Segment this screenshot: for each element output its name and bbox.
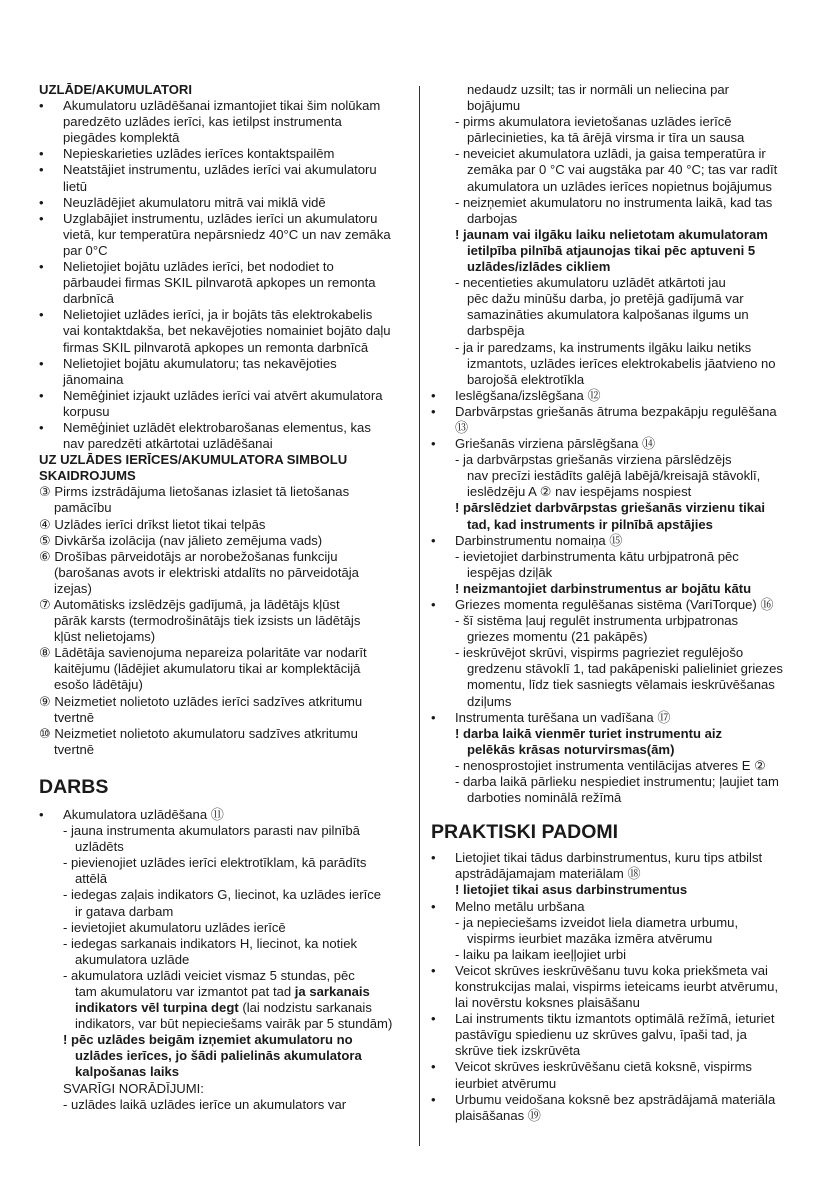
text-line [39, 936, 407, 952]
text-line [431, 291, 803, 307]
text-line [39, 227, 407, 243]
bold-span: ja sarkanais [294, 983, 370, 999]
text-line [39, 726, 407, 742]
text-line [431, 581, 803, 597]
text-span: konstrukcijas malai, vispirms ieteicams ieurbt atvērumu, [455, 978, 779, 994]
text-line [431, 661, 803, 677]
text-line [39, 1097, 407, 1113]
text-line [431, 850, 803, 866]
text-span: pēc dažu minūšu darba, jo pretējā gadījumā var [467, 291, 744, 307]
text-line [431, 866, 803, 882]
text-span: uzlādēts [75, 839, 124, 855]
text-line [39, 146, 407, 162]
text-span: ! neizmantojiet darbinstrumentus ar bojātu kātu [455, 580, 752, 596]
text-span: Urbumu veidošana koksnē bez apstrādājamā materiāla [455, 1091, 776, 1107]
text-line [431, 565, 803, 581]
text-span: - neveiciet akumulatora uzlādi, ja gaisa temperatūra ir [455, 146, 766, 162]
text-span: Veicot skrūves ieskrūvēšanu cietā koksnē, vispirms [455, 1059, 752, 1075]
text-line [39, 114, 407, 130]
bullet-icon: • [39, 210, 44, 226]
text-span: akumulatora uzlāde [75, 951, 190, 967]
text-span: Nelietojiet uzlādes ierīci, ja ir bojāts tās elektrokabelis [63, 307, 373, 323]
text-span: pastāvīgu spiedienu uz skrūves galvu, īpaši tad, ja [455, 1027, 747, 1043]
text-span: kļūst nelietojams) [54, 629, 156, 645]
text-line [431, 275, 803, 291]
text-line [431, 915, 803, 931]
bullet-icon: • [39, 259, 44, 275]
text-line [39, 677, 407, 693]
text-span: skrūve tiek izskrūvēta [455, 1043, 581, 1059]
text-line [39, 1081, 407, 1097]
text-span: SKAIDROJUMS [39, 468, 136, 484]
text-line [39, 742, 407, 758]
text-span: izejas) [54, 580, 92, 596]
text-line [39, 613, 407, 629]
bullet-icon: • [39, 98, 44, 114]
text-span: nav paredzēti atkārtotai uzlādēšanai [63, 436, 273, 452]
bullet-icon: • [39, 146, 44, 162]
text-span: - iedegas sarkanais indikators H, liecinot, ka notiek [63, 935, 358, 951]
right-column [431, 82, 803, 1124]
text-line [39, 1032, 407, 1048]
text-line [431, 452, 803, 468]
text-line [431, 114, 803, 130]
text-line [39, 839, 407, 855]
text-span: Ieslēgšana/izslēgšana ⑫ [455, 387, 601, 403]
text-span: - šī sistēma ļauj regulēt instrumenta urbjpatronas [455, 613, 739, 629]
text-span: Veicot skrūves ieskrūvēšanu tuvu koka priekšmeta vai [455, 962, 768, 978]
text-line [39, 259, 407, 275]
text-line [431, 597, 803, 613]
text-span: SVARĪGI NORĀDĪJUMI: [63, 1080, 204, 1096]
praktiski-heading: PRAKTISKI PADOMI [431, 821, 619, 844]
text-span: darbspēja [467, 323, 525, 339]
text-line [39, 920, 407, 936]
text-span: plaisāšanas ⑲ [455, 1107, 541, 1123]
text-span: vai kontaktdakša, bet nekavējoties nomainiet bojāto daļu [63, 323, 391, 339]
text-line [431, 613, 803, 629]
text-line [431, 549, 803, 565]
text-span: Nelietojiet bojātu uzlādes ierīci, bet nododiet to [63, 259, 334, 275]
text-line [431, 882, 803, 898]
text-span: Griešanās virziena pārslēgšana ⑭ [455, 436, 656, 452]
text-line [431, 468, 803, 484]
bullet-icon: • [431, 403, 436, 419]
bullet-icon: • [39, 419, 44, 435]
text-span: barojošā elektrotīkla [467, 371, 585, 387]
text-line [39, 823, 407, 839]
text-line [39, 388, 407, 404]
text-span: ! lietojiet tikai asus darbinstrumentus [455, 882, 688, 898]
text-span: kalpošanas laiks [75, 1064, 180, 1080]
bullet-icon: • [39, 355, 44, 371]
text-span: Nemēģiniet uzlādēt elektrobarošanas elementus, kas [63, 419, 371, 435]
text-line [431, 98, 803, 114]
text-span: - darba laikā pārlieku nespiediet instrumentu; ļaujiet tam [455, 774, 779, 790]
text-span: - ieskrūvējot skrūvi, vispirms pagrieziet regulējošo [455, 645, 744, 661]
text-span: - pievienojiet uzlādes ierīci elektrotīklam, kā parādīts [63, 855, 367, 871]
bullet-icon: • [39, 806, 44, 822]
text-line [431, 995, 803, 1011]
text-span: darbnīcā [63, 291, 114, 307]
bullet-icon: • [431, 597, 436, 612]
text-span: Griezes momenta regulēšanas sistēma (VariTorque) ⑯ [455, 597, 774, 612]
text-line [431, 742, 803, 758]
text-span: paredzēto uzlādes ierīci, kas ietilpst instrumenta [63, 114, 342, 130]
text-line [39, 694, 407, 710]
text-span: darbojas [467, 210, 518, 226]
text-line [39, 710, 407, 726]
text-span: nedaudz uzsilt; tas ir normāli un neliecina par [467, 82, 730, 97]
text-line [431, 420, 803, 436]
text-span: Nepieskarieties uzlādes ierīces kontaktspailēm [63, 146, 335, 162]
text-line [39, 629, 407, 645]
bullet-icon: • [39, 307, 44, 323]
bullet-icon: • [431, 898, 436, 914]
text-line [39, 661, 407, 677]
text-span: (lai nodzistu sarkanais [238, 1000, 372, 1016]
text-line [39, 645, 407, 661]
text-span: firmas SKIL pilnvarotā apkopes un remonta darbnīcā [63, 339, 369, 355]
text-span: ieslēdzēju A ② nav iespējams nospiest [467, 484, 692, 500]
text-span: griezes momentu (21 pakāpēs) [467, 629, 648, 645]
text-line [431, 1076, 803, 1092]
text-line [39, 420, 407, 436]
text-line [39, 130, 407, 146]
text-span: ⑥ Drošības pārveidotājs ar norobežošanas funkciju [39, 548, 338, 564]
text-span: ③ Pirms izstrādājuma lietošanas izlasiet tā lietošanas [39, 484, 350, 500]
left-column [39, 82, 407, 1113]
text-line [39, 356, 407, 372]
text-span: indikators, var būt nepieciešams vairāk par 5 stundām) [75, 1016, 393, 1032]
text-line [39, 275, 407, 291]
text-line [431, 500, 803, 516]
text-span: samazināties akumulatora kalpošanas ilgums un [467, 307, 749, 323]
text-span: - akumulatora uzlādi veiciet vismaz 5 stundas, pēc [63, 967, 355, 983]
text-line [39, 517, 407, 533]
text-span: - uzlādes laikā uzlādes ierīce un akumulators var [63, 1096, 347, 1112]
bullet-icon: • [431, 709, 436, 725]
text-span: pelēkās krāsas noturvirsmas(ām) [467, 741, 675, 757]
text-span: Neuzlādējiet akumulatoru mitrā vai miklā vidē [63, 194, 326, 210]
text-span: akumulatora un uzlādes ierīces nopietnus bojājumus [467, 178, 772, 194]
text-line [39, 340, 407, 356]
text-line [431, 1108, 803, 1124]
text-span: Lai instruments tiktu izmantots optimālā režīmā, ieturiet [455, 1011, 775, 1027]
text-line [431, 517, 803, 533]
text-line [39, 565, 407, 581]
text-line [39, 904, 407, 920]
text-span: uzlādes ierīces, jo šādi palielinās akumulatora [75, 1048, 362, 1064]
text-span: Melno metālu urbšana [455, 898, 585, 914]
text-line [431, 162, 803, 178]
text-line [39, 807, 407, 823]
text-line [431, 307, 803, 323]
text-line [431, 1059, 803, 1075]
bullet-icon: • [431, 850, 436, 866]
text-span: Uzglabājiet instrumentu, uzlādes ierīci un akumulatoru [63, 210, 378, 226]
text-span: kaitējumu (lādējiet akumulatoru tikai ar komplektācijā [54, 661, 361, 677]
text-span: Nemēģiniet izjaukt uzlādes ierīci vai atvērt akumulatora [63, 387, 383, 403]
text-line [39, 533, 407, 549]
bullet-icon: • [39, 194, 44, 210]
text-line [39, 1000, 407, 1016]
text-span: Darbinstrumentu nomaiņa ⑮ [455, 532, 623, 548]
text-span: (barošanas avots ir elektriski atdalīts no pārveidotāja [54, 564, 359, 580]
text-span: indikators vēl turpina degt [75, 1000, 239, 1016]
text-line [431, 1011, 803, 1027]
text-line [39, 436, 407, 452]
text-line [431, 645, 803, 661]
bullet-icon: • [431, 1011, 436, 1027]
text-span: pārbaudei firmas SKIL pilnvarotā apkopes un remonta [63, 275, 376, 291]
bullet-icon: • [39, 162, 44, 178]
darbs-text-block [39, 807, 407, 1113]
text-span: - ievietojiet darbinstrumenta kātu urbjpatronā pēc [455, 548, 739, 564]
text-line [39, 404, 407, 420]
text-span: UZ UZLĀDES IERĪCES/AKUMULATORA SIMBOLU [39, 452, 348, 468]
text-line [39, 500, 407, 516]
text-line [39, 1048, 407, 1064]
text-line [431, 259, 803, 275]
text-line [39, 162, 407, 178]
text-span: - neizņemiet akumulatoru no instrumenta laikā, kad tas [455, 194, 773, 210]
text-line [39, 1016, 407, 1032]
text-line [39, 452, 407, 468]
text-line [431, 82, 803, 98]
text-line [39, 549, 407, 565]
text-line [39, 243, 407, 259]
text-line [431, 931, 803, 947]
text-line [431, 947, 803, 963]
text-line [431, 899, 803, 915]
text-span: ! pēc uzlādes beigām izņemiet akumulatoru no [63, 1032, 353, 1048]
darbs-heading: DARBS [39, 775, 109, 798]
text-line [431, 372, 803, 388]
text-line [39, 98, 407, 114]
bullet-icon: • [431, 962, 436, 978]
text-span: tad, kad instruments ir pilnībā apstājies [467, 516, 713, 532]
text-line [431, 227, 803, 243]
praktiski-text-block [431, 850, 803, 1124]
text-span: - necentieties akumulatoru uzlādēt atkārtoti jau [455, 275, 726, 291]
text-span: - ievietojiet akumulatoru uzlādes ierīcē [63, 919, 286, 935]
text-span: ieurbiet atvērumu [455, 1075, 557, 1091]
text-span: ! pārslēdziet darbvārpstas griešanās virzienu tikai [455, 500, 766, 516]
text-line [431, 1027, 803, 1043]
text-line [39, 581, 407, 597]
text-span: ⑤ Divkārša izolācija (nav jālieto zemējuma vads) [39, 532, 323, 548]
text-span: zemāka par 0 °C vai augstāka par 40 °C; tas var radīt [467, 162, 778, 178]
text-span: - ja nepieciešams izveidot liela diametra urbumu, [455, 914, 739, 930]
text-line [431, 404, 803, 420]
text-span: nav precīzi iestādīts galējā labējā/kreisajā stāvoklī, [467, 468, 761, 484]
text-span: uzlādes/izlādes cikliem [467, 259, 611, 275]
text-span: ⑦ Automātisks izslēdzējs gadījumā, ja lādētājs kļūst [39, 597, 340, 612]
text-line [39, 323, 407, 339]
text-line [431, 1092, 803, 1108]
text-span: ! jaunam vai ilgāku laiku nelietotam akumulatoram [455, 226, 768, 242]
text-line [39, 984, 407, 1000]
text-span: piegādes komplektā [63, 130, 180, 146]
bullet-icon: • [431, 436, 436, 452]
text-line [39, 179, 407, 195]
text-line [431, 211, 803, 227]
bullet-icon: • [431, 1059, 436, 1075]
text-span: UZLĀDE/AKUMULATORI [39, 82, 192, 97]
text-span: pārlecinieties, ka tā ārējā virsma ir tīra un sausa [467, 130, 745, 146]
text-span: - ja darbvārpstas griešanās virziena pārslēdzējs [455, 452, 732, 468]
text-span: ! darba laikā vienmēr turiet instrumentu aiz [455, 725, 723, 741]
text-line [431, 146, 803, 162]
text-span: momentu, līdz tiek sasniegts vēlamais ieskrūvēšanas [467, 677, 775, 693]
text-line [39, 468, 407, 484]
text-line [431, 195, 803, 211]
text-line [431, 179, 803, 195]
bullet-icon: • [431, 1091, 436, 1107]
text-line [39, 968, 407, 984]
text-line [39, 887, 407, 903]
text-line [39, 291, 407, 307]
text-span: ietilpība pilnībā atjaunojas tikai pēc aptuveni 5 [467, 242, 756, 258]
text-span: lietū [63, 178, 88, 194]
text-span: Nelietojiet bojātu akumulatoru; tas nekavējoties [63, 355, 337, 371]
text-line [39, 952, 407, 968]
text-span: tam akumulatoru var izmantot pat tad [75, 983, 295, 999]
text-line [39, 372, 407, 388]
text-line [39, 871, 407, 887]
text-line [431, 484, 803, 500]
bullet-icon: • [39, 387, 44, 403]
text-span: Akumulatoru uzlādēšanai izmantojiet tikai šim nolūkam [63, 98, 381, 114]
text-span: tvertnē [54, 741, 95, 757]
text-line [431, 726, 803, 742]
text-span: - iedegas zaļais indikators G, liecinot, ka uzlādes ierīce [63, 887, 382, 903]
text-line [431, 677, 803, 693]
text-line [431, 963, 803, 979]
text-line [431, 243, 803, 259]
text-span: ⑬ [455, 419, 469, 435]
text-span: pārāk karsts (termodrošinātājs tiek izsists un lādētājs [54, 613, 361, 629]
text-span: ⑨ Neizmetiet nolietoto uzlādes ierīci sadzīves atkritumu [39, 693, 363, 709]
text-line [39, 1064, 407, 1080]
text-span: ir gatava darbam [75, 903, 174, 919]
text-span: dziļums [467, 693, 512, 709]
column-divider [419, 86, 420, 1146]
text-span: - laiku pa laikam ieeļļojiet urbi [455, 946, 627, 962]
text-span: darboties nominālā režīmā [467, 790, 622, 806]
text-span: - ja ir paredzams, ka instruments ilgāku laiku netiks [455, 339, 752, 355]
text-span: vispirms ieurbiet mazāka izmēra atvērumu [467, 930, 713, 946]
bullet-icon: • [431, 387, 436, 403]
text-span: ④ Uzlādes ierīci drīkst lietot tikai telpās [39, 516, 266, 532]
text-span: Neatstājiet instrumentu, uzlādes ierīci vai akumulatoru [63, 162, 377, 178]
text-span: vietā, kur temperatūra nepārsniedz 40°C un nav zemāka [63, 226, 391, 242]
text-line [39, 855, 407, 871]
text-span: - jauna instrumenta akumulators parasti nav pilnībā [63, 823, 360, 839]
text-line [431, 533, 803, 549]
text-line [431, 694, 803, 710]
text-line [431, 790, 803, 806]
text-span: - nenosprostojiet instrumenta ventilācijas atveres E ② [455, 757, 766, 773]
text-span: - pirms akumulatora ievietošanas uzlādes ierīcē [455, 114, 732, 130]
text-span: Darbvārpstas griešanās ātruma bezpakāpju regulēšana [455, 403, 777, 419]
text-span: pamācību [54, 500, 112, 516]
text-line [431, 758, 803, 774]
text-span: izmantots, uzlādes ierīces elektrokabelis jāatvieno no [467, 355, 776, 371]
text-span: par 0°C [63, 242, 108, 258]
text-line [39, 211, 407, 227]
text-span: attēlā [75, 871, 108, 887]
text-line [431, 774, 803, 790]
text-line [39, 307, 407, 323]
text-line [431, 388, 803, 404]
text-line [39, 597, 407, 613]
text-line [431, 979, 803, 995]
text-line [39, 82, 407, 98]
text-line [431, 710, 803, 726]
text-line [431, 323, 803, 339]
text-line [431, 436, 803, 452]
text-span: gredzenu stāvoklī 1, tad pakāpeniski palieliniet griezes [467, 661, 783, 677]
text-line [39, 195, 407, 211]
text-span: iespējas dziļāk [467, 564, 553, 580]
text-span: Lietojiet tikai tādus darbinstrumentus, kuru tips atbilst [455, 850, 763, 866]
text-line [431, 130, 803, 146]
text-line [431, 356, 803, 372]
bullet-icon: • [431, 532, 436, 548]
text-span: esošo lādētāju) [54, 677, 143, 693]
text-span: jānomaina [63, 371, 124, 387]
text-line [431, 1043, 803, 1059]
left-text-block [39, 82, 407, 758]
text-span: apstrādājamajam materiālam ⑱ [455, 866, 641, 882]
text-line [39, 484, 407, 500]
text-span: ⑧ Lādētāja savienojuma nepareiza polaritāte var nodarīt [39, 645, 367, 661]
text-line [431, 629, 803, 645]
text-span: tvertnē [54, 709, 95, 725]
right-text-block [431, 82, 803, 806]
text-span: Instrumenta turēšana un vadīšana ⑰ [455, 709, 671, 725]
text-span: bojājumu [467, 98, 521, 114]
text-span: korpusu [63, 403, 110, 419]
text-line [431, 340, 803, 356]
text-span: lai novērstu koksnes plaisāšanu [455, 995, 640, 1011]
text-span: Akumulatora uzlādēšana ⑪ [63, 806, 224, 822]
text-span: ⑩ Neizmetiet nolietoto akumulatoru sadzīves atkritumu [39, 725, 358, 741]
